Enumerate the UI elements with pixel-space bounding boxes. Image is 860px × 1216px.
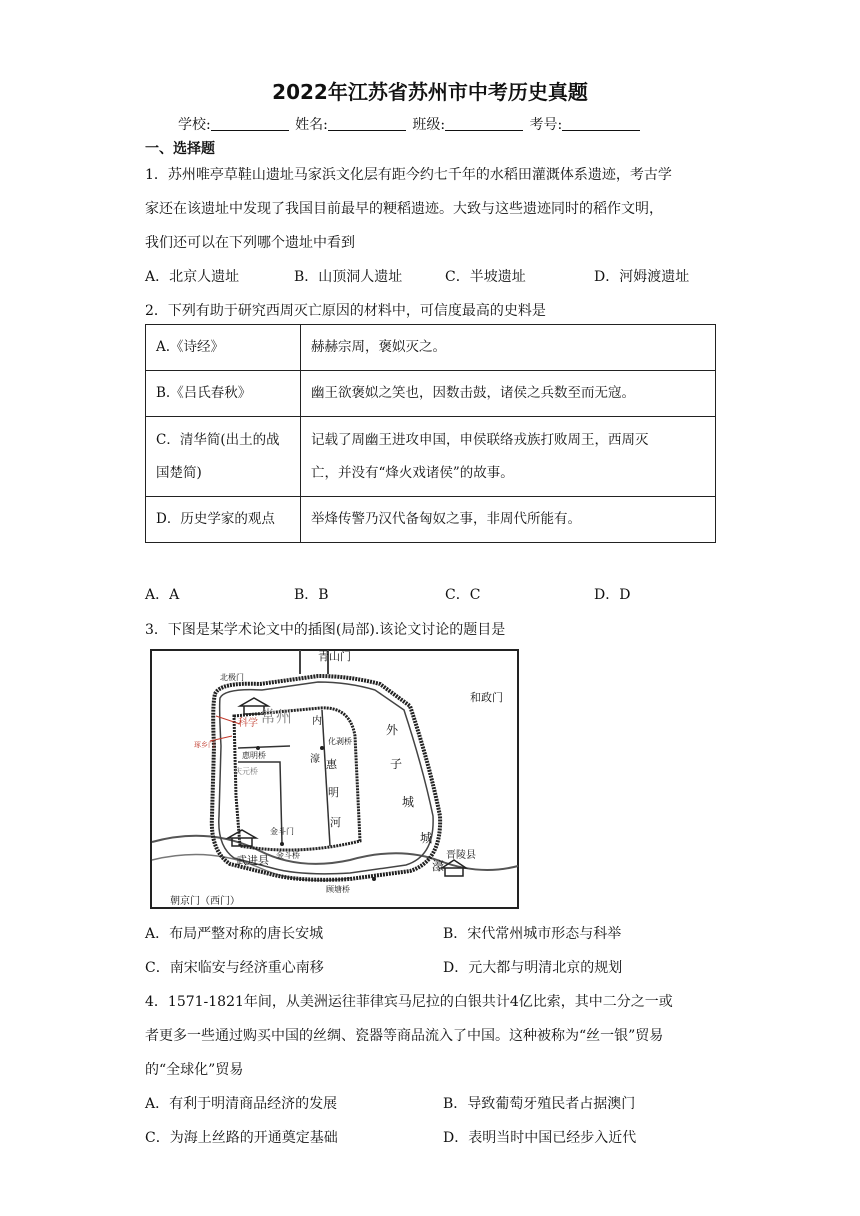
- q1-option-c[interactable]: C．半坡遗址: [445, 269, 526, 285]
- q4-option-b[interactable]: B．导致葡萄牙殖民者占据澳门: [443, 1096, 636, 1112]
- changzhou-city-map: [150, 646, 520, 910]
- source-cell: D．历史学家的观点: [146, 497, 301, 543]
- map-label: 常州: [260, 707, 293, 726]
- q4-stem-line1: 4．1571-1821年间，从美洲运往菲律宾马尼拉的白银共计4亿比索，其中二分之一或: [145, 994, 673, 1010]
- map-label: 朝京门（西门）: [170, 896, 240, 907]
- exam-number-blank[interactable]: [562, 116, 640, 131]
- map-label: 城: [402, 795, 415, 809]
- content-cell: 举烽传警乃汉代备匈奴之事，非周代所能有。: [301, 497, 716, 543]
- content-cell-line2: 亡，并没有“烽火戏诸侯”的故事。: [311, 464, 514, 481]
- school-label: 学校:: [178, 117, 211, 133]
- q2-option-d[interactable]: D．D: [594, 587, 631, 603]
- map-label: 和政门: [470, 691, 503, 704]
- map-label: 明: [328, 786, 339, 799]
- content-cell: 赫赫宗周，褒姒灭之。: [301, 325, 716, 371]
- class-label: 班级:: [412, 117, 446, 133]
- map-label: 科学: [238, 718, 258, 729]
- q2-source-table: [145, 324, 716, 543]
- map-label: 青山门: [318, 650, 351, 663]
- table-row: [146, 417, 716, 497]
- q1-option-a[interactable]: A．北京人遗址: [145, 269, 240, 285]
- bridge-marker: [372, 877, 376, 881]
- q3-stem: 3．下图是某学术论文中的插图(局部).该论文讨论的题目是: [145, 622, 506, 638]
- q4-option-a[interactable]: A．有利于明清商品经济的发展: [145, 1096, 338, 1112]
- q2-option-b[interactable]: B．B: [294, 587, 329, 603]
- exam-number-label: 考号:: [529, 117, 563, 133]
- map-label: 城: [420, 831, 433, 845]
- school-blank[interactable]: [211, 116, 289, 131]
- map-label: 晋陵县: [446, 850, 476, 861]
- map-label: 顾塘桥: [326, 885, 350, 894]
- q2-option-a[interactable]: A．A: [145, 587, 180, 603]
- section-heading: 一、选择题: [145, 141, 215, 157]
- page-title: 2022年江苏省苏州市中考历史真题: [272, 80, 588, 104]
- q2-stem: 2．下列有助于研究西周灭亡原因的材料中，可信度最高的史料是: [145, 303, 546, 319]
- map-label: 惠: [326, 758, 337, 771]
- q1-option-b[interactable]: B．山顶洞人遗址: [294, 269, 403, 285]
- source-cell: A.《诗经》: [146, 325, 301, 371]
- map-label: 琢乡门: [194, 741, 215, 749]
- content-cell: [301, 417, 716, 497]
- q1-option-d[interactable]: D．河姆渡遗址: [594, 269, 690, 285]
- map-label: 武进县: [236, 854, 269, 867]
- q1-stem-line3: 我们还可以在下列哪个遗址中看到: [145, 235, 355, 251]
- q4-stem-line2: 者更多一些通过购买中国的丝绸、瓷器等商品流入了中国。这种被称为“丝一银”贸易: [145, 1028, 664, 1044]
- table-row: [146, 497, 716, 543]
- student-info-line: [178, 114, 642, 134]
- q3-option-b[interactable]: B．宋代常州城市形态与科举: [443, 926, 622, 942]
- bridge-marker: [280, 842, 284, 846]
- map-label: 濠: [432, 859, 445, 873]
- q3-option-c[interactable]: C．南宋临安与经济重心南移: [145, 960, 324, 976]
- q3-option-a[interactable]: A．布局严整对称的唐长安城: [145, 926, 324, 942]
- map-label: 内: [312, 716, 322, 727]
- q4-stem-line3: 的“全球化”贸易: [145, 1062, 244, 1078]
- map-label: 庆元桥: [234, 767, 258, 776]
- map-label: 河: [330, 816, 341, 829]
- source-cell: [146, 417, 301, 497]
- map-label: 化剥桥: [328, 737, 352, 746]
- source-cell-line2: 国楚简): [156, 464, 202, 481]
- source-cell: B.《吕氏春秋》: [146, 371, 301, 417]
- name-label: 姓名:: [295, 117, 328, 133]
- q1-stem-line2: 家还在该遗址中发现了我国目前最早的粳稻遗迹。大致与这些遗迹同时的稻作文明，: [145, 201, 663, 217]
- map-label: 濠: [310, 754, 320, 765]
- q1-stem-line1: 1．苏州唯亭草鞋山遗址马家浜文化层有距今约七千年的水稻田灌溉体系遗迹，考古学: [145, 167, 672, 183]
- table-row: [146, 371, 716, 417]
- content-cell: 幽王欲褒姒之笑也，因数击鼓，诸侯之兵数至而无寇。: [301, 371, 716, 417]
- name-blank[interactable]: [328, 116, 406, 131]
- source-cell-line1: C．清华简(出土的战: [156, 431, 280, 448]
- class-blank[interactable]: [445, 116, 523, 131]
- content-cell-line1: 记载了周幽王进攻申国，申侯联络戎族打败周王，西周灭: [311, 431, 649, 448]
- map-label: 惠明桥: [242, 751, 266, 760]
- table-row: [146, 325, 716, 371]
- bridge-marker: [320, 746, 324, 750]
- map-label: 金斗门: [270, 827, 294, 836]
- q2-option-c[interactable]: C．C: [445, 587, 481, 603]
- map-label: 外: [386, 723, 399, 737]
- q3-option-d[interactable]: D．元大都与明清北京的规划: [443, 960, 623, 976]
- map-label: 子: [390, 757, 403, 771]
- q4-option-c[interactable]: C．为海上丝路的开通奠定基础: [145, 1130, 338, 1146]
- map-label: 北极门: [220, 673, 244, 682]
- map-label: 金斗桥: [276, 851, 300, 860]
- bridge-marker: [256, 746, 260, 750]
- q4-option-d[interactable]: D．表明当时中国已经步入近代: [443, 1130, 637, 1146]
